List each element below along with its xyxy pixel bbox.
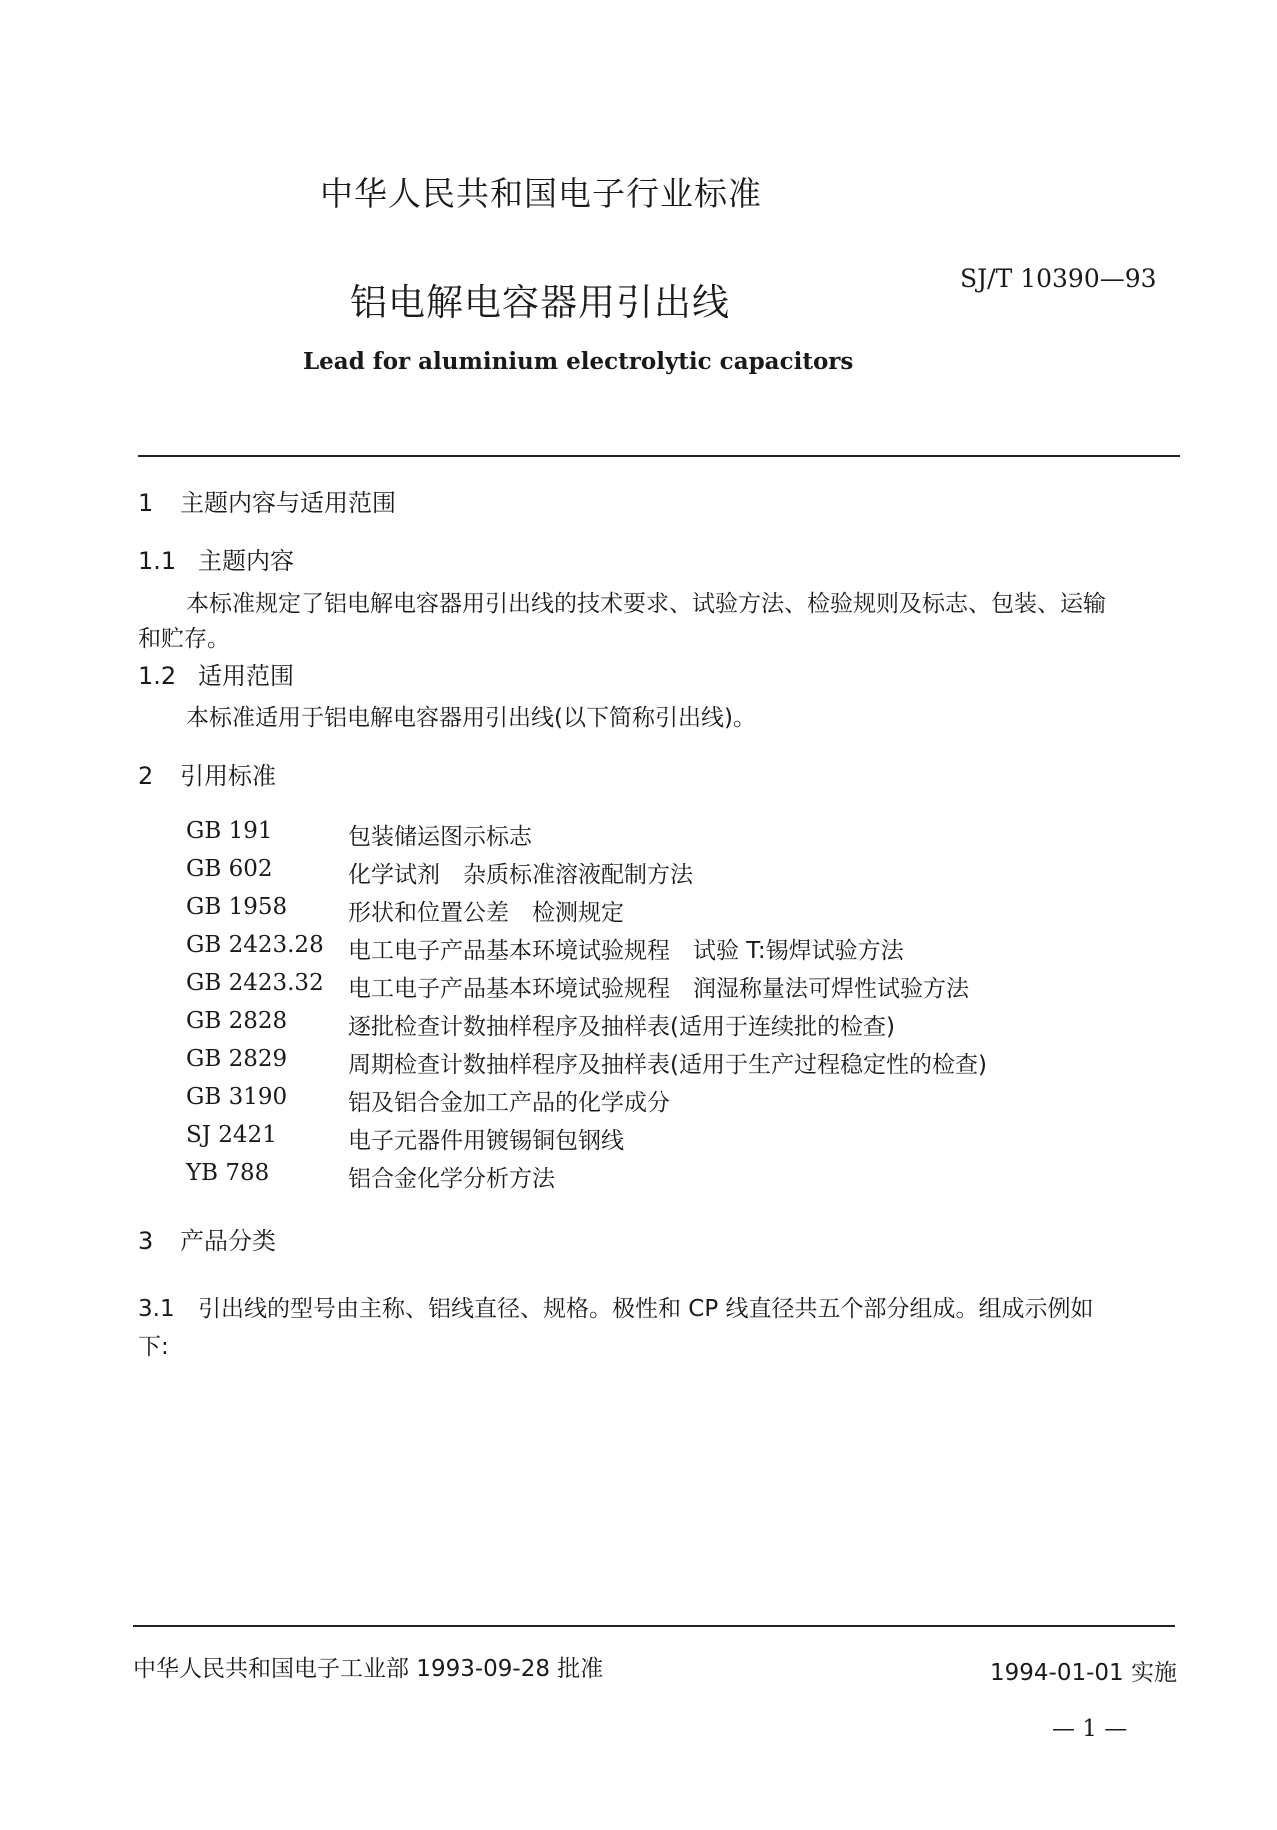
section-title: 主题内容 (198, 547, 294, 575)
standard-code: SJ/T 10390—93 (960, 264, 1157, 293)
document-title: 铝电解电容器用引出线 (350, 281, 730, 324)
reference-code: YB 788 (186, 1160, 270, 1186)
section-number: 2 (138, 762, 154, 790)
section-3-1-text-line1 (138, 1290, 1094, 1323)
reference-title: 电子元器件用镀锡铜包钢线 (348, 1128, 624, 1154)
english-title: Lead for aluminium electrolytic capacitors (303, 348, 854, 375)
reference-code: GB 2423.32 (186, 970, 324, 996)
reference-code: GB 1958 (186, 894, 288, 920)
section-3-heading (138, 1221, 276, 1256)
standard-category-title: 中华人民共和国电子行业标准 (320, 174, 762, 213)
section-title: 产品分类 (180, 1227, 276, 1255)
reference-title: 逐批检查计数抽样程序及抽样表(适用于连续批的检查) (348, 1014, 895, 1040)
section-1-1-heading (138, 541, 294, 576)
header-divider (138, 455, 1180, 457)
section-number: 1 (138, 489, 154, 517)
section-3-1-text-line2: 下: (138, 1334, 169, 1360)
section-number: 3 (138, 1227, 154, 1255)
reference-code: GB 3190 (186, 1084, 288, 1110)
reference-code: GB 191 (186, 818, 273, 844)
reference-title: 铝及铝合金加工产品的化学成分 (348, 1090, 670, 1116)
reference-title: 形状和位置公差 检测规定 (348, 900, 624, 926)
reference-code: GB 2423.28 (186, 932, 324, 958)
section-number: 3.1 (138, 1296, 175, 1322)
reference-title: 周期检查计数抽样程序及抽样表(适用于生产过程稳定性的检查) (348, 1052, 987, 1078)
page-number: — 1 — (1052, 1716, 1128, 1742)
effective-date: 1994-01-01 实施 (990, 1660, 1177, 1686)
reference-title: 铝合金化学分析方法 (348, 1166, 555, 1192)
section-1-1-text-line1: 本标准规定了铝电解电容器用引出线的技术要求、试验方法、检验规则及标志、包装、运输 (186, 591, 1106, 617)
approval-statement: 中华人民共和国电子工业部 1993-09-28 批准 (133, 1656, 604, 1682)
section-1-1-text-line2: 和贮存。 (138, 626, 230, 652)
reference-title: 电工电子产品基本环境试验规程 润湿称量法可焊性试验方法 (348, 976, 969, 1002)
section-1-heading (138, 483, 396, 518)
reference-code: GB 2829 (186, 1046, 288, 1072)
reference-title: 电工电子产品基本环境试验规程 试验 T:锡焊试验方法 (348, 938, 904, 964)
section-number: 1.1 (138, 547, 177, 575)
section-1-2-text: 本标准适用于铝电解电容器用引出线(以下简称引出线)。 (186, 705, 756, 731)
reference-title: 化学试剂 杂质标准溶液配制方法 (348, 862, 693, 888)
footer-divider (133, 1625, 1175, 1627)
section-title: 引用标准 (180, 762, 276, 790)
reference-code: GB 602 (186, 856, 273, 882)
section-1-2-heading (138, 656, 294, 691)
section-number: 1.2 (138, 662, 177, 690)
section-title: 适用范围 (198, 662, 294, 690)
reference-code: SJ 2421 (186, 1122, 277, 1148)
section-2-heading (138, 756, 276, 791)
reference-code: GB 2828 (186, 1008, 288, 1034)
reference-title: 包装储运图示标志 (348, 824, 532, 850)
section-title: 主题内容与适用范围 (180, 489, 396, 517)
section-3-1-text: 引出线的型号由主称、铝线直径、规格。极性和 CP 线直径共五个部分组成。组成示例如 (198, 1296, 1094, 1322)
